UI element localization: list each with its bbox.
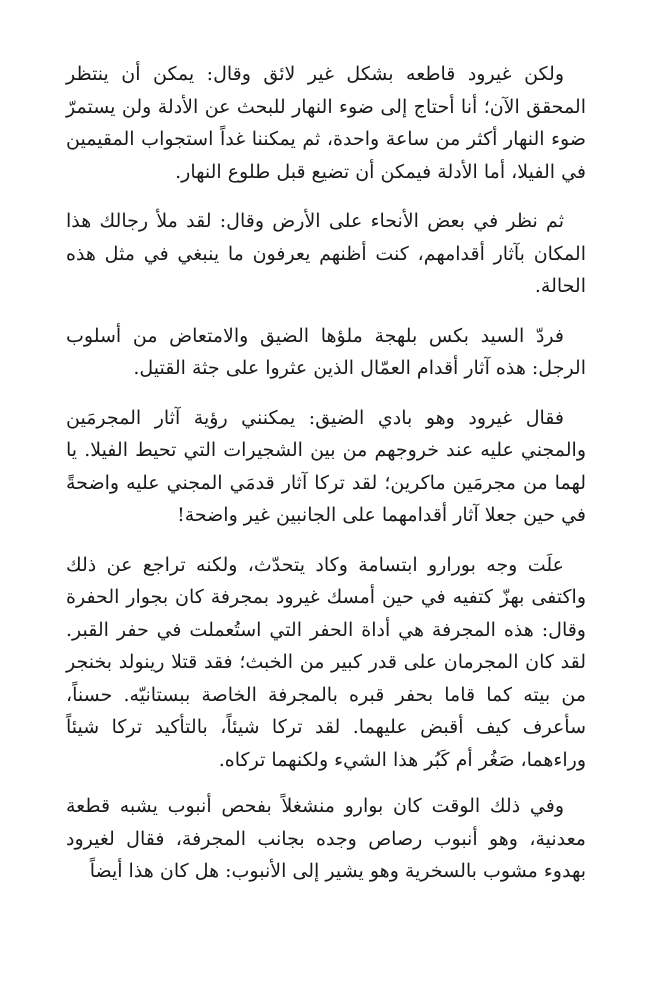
paragraph-1: ولكن غيرود قاطعه بشكل غير لائق وقال: يمكن أن ينتظر المحقق الآن؛ أنا أحتاج إلى ضوء النهار للبحث عن الأدلة ولن يستمرّ ضوء النهار أكثر من ساعة واحدة، ثم يمكننا غداً استجواب المقيمين في الفيلا، أما الأدلة فيمكن أن تضيع قبل طلوع النهار. xyxy=(66,63,586,183)
paragraph-4: فقال غيرود وهو بادي الضيق: يمكنني رؤية آثار المجرمَين والمجني عليه عند خروجهم من بين الشجيرات التي تحيط الفيلا. يا لهما من مجرمَين ماكرين؛ لقد تركا آثار قدمَي المجني عليه واضحةً في حين جعلا آثار أقدامهما على الجانبين غير واضحة! xyxy=(66,406,586,526)
book-page xyxy=(66,58,586,905)
paragraph-2: ثم نظر في بعض الأنحاء على الأرض وقال: لقد ملأ رجالك هذا المكان بآثار أقدامهم، كنت أظنهم يعرفون ما ينبغي في مثل هذه الحالة. xyxy=(66,210,586,297)
paragraph-3: فردّ السيد بكس بلهجة ملؤها الضيق والامتعاض من أسلوب الرجل: هذه آثار أقدام العمّال الذين عثروا على جثة القتيل. xyxy=(66,324,586,379)
paragraph-5: علَت وجه بورارو ابتسامة وكاد يتحدّث، ولكنه تراجع عن ذلك واكتفى بهزّ كتفيه في حين أمسك غيرود بمجرفة كان بجوار الحفرة وقال: هذه المجرفة هي أداة الحفر التي استُعملت في حفر القبر. لقد كان المجرمان على قدر كبير من الخبث؛ فقد قتلا رينولد بخنجر من بيته كما قاما بحفر قبره بالمجرفة الخاصة ببستانيّه. حسناً، سأعرف كيف أقبض عليهما. لقد تركا شيئاً، بالتأكيد تركا شيئاً وراءهما، صَغُر أم كَبُر هذا الشيء ولكنهما تركاه. xyxy=(66,553,586,771)
paragraph-6: وفي ذلك الوقت كان بوارو منشغلاً بفحص أنبوب يشبه قطعة معدنية، وهو أنبوب رصاص وجده بجانب المجرفة، فقال لغيرود بهدوء مشوب بالسخرية وهو يشير إلى الأنبوب: هل كان هذا أيضاً xyxy=(66,795,586,882)
